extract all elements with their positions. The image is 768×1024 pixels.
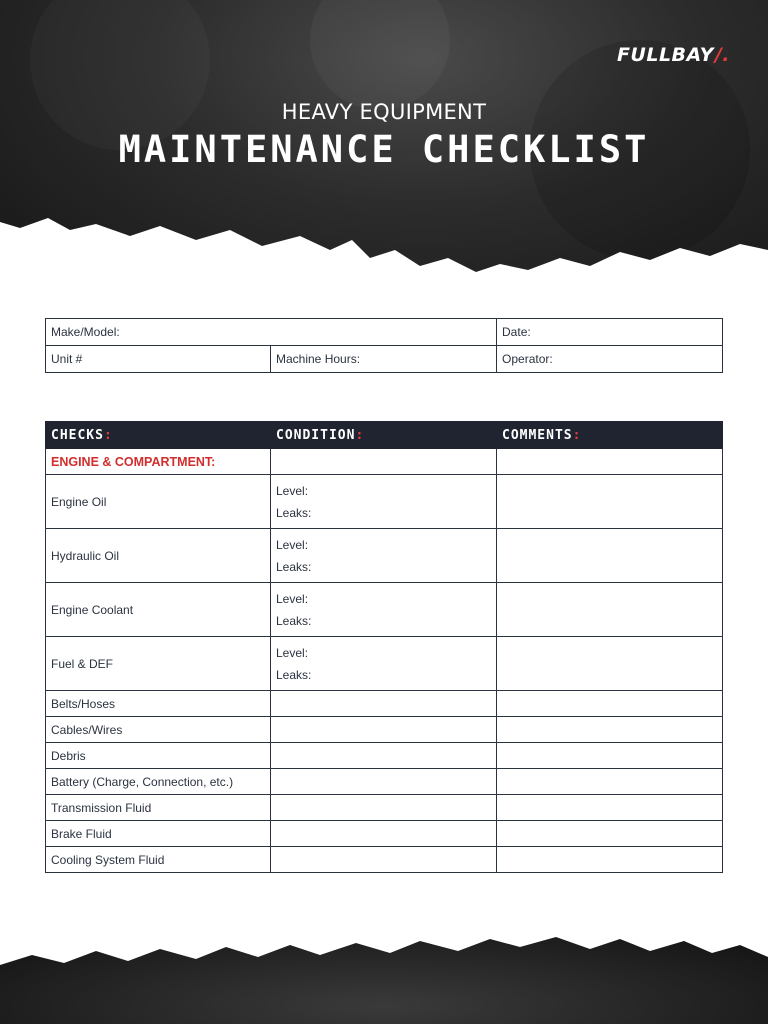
check-label: Cables/Wires <box>46 717 271 743</box>
condition-cell[interactable] <box>271 769 497 795</box>
condition-cell[interactable] <box>271 821 497 847</box>
leaks-label: Leaks: <box>276 667 312 682</box>
check-label: Battery (Charge, Connection, etc.) <box>46 769 271 795</box>
level-label: Level: <box>276 537 309 552</box>
comments-cell[interactable] <box>497 847 723 873</box>
comments-cell[interactable] <box>497 717 723 743</box>
table-row <box>46 795 723 821</box>
comments-cell[interactable] <box>497 691 723 717</box>
check-label: Brake Fluid <box>46 821 271 847</box>
check-label: Debris <box>46 743 271 769</box>
torn-edge <box>0 935 768 1024</box>
table-row <box>46 769 723 795</box>
page-subtitle: HEAVY EQUIPMENT <box>281 100 487 124</box>
check-label: Engine Oil <box>46 475 271 529</box>
logo-text: FULLBAY <box>616 44 714 66</box>
table-row <box>46 583 723 637</box>
check-label: Cooling System Fluid <box>46 847 271 873</box>
level-label: Level: <box>276 483 309 498</box>
condition-cell[interactable] <box>271 583 497 637</box>
footer-banner <box>0 935 768 1024</box>
comments-cell[interactable] <box>497 637 723 691</box>
section-label: ENGINE & COMPARTMENT: <box>46 449 271 475</box>
table-row <box>46 743 723 769</box>
check-label: Belts/Hoses <box>46 691 271 717</box>
condition-cell[interactable] <box>271 795 497 821</box>
operator-field[interactable]: Operator: <box>497 346 723 373</box>
make-model-field[interactable]: Make/Model: <box>46 319 497 346</box>
check-label: Transmission Fluid <box>46 795 271 821</box>
equipment-info-table <box>45 318 723 373</box>
condition-cell[interactable] <box>271 637 497 691</box>
unit-field[interactable]: Unit # <box>46 346 271 373</box>
condition-cell[interactable] <box>271 847 497 873</box>
table-row <box>46 691 723 717</box>
checks-header: CHECKS: <box>46 422 271 449</box>
leaks-label: Leaks: <box>276 559 312 574</box>
condition-cell[interactable] <box>271 449 497 475</box>
comments-cell[interactable] <box>497 769 723 795</box>
table-row <box>46 821 723 847</box>
check-label: Fuel & DEF <box>46 637 271 691</box>
comments-cell[interactable] <box>497 821 723 847</box>
level-label: Level: <box>276 591 309 606</box>
date-field[interactable]: Date: <box>497 319 723 346</box>
comments-cell[interactable] <box>497 475 723 529</box>
table-row <box>46 637 723 691</box>
condition-cell[interactable] <box>271 717 497 743</box>
condition-cell[interactable] <box>271 475 497 529</box>
comments-cell[interactable] <box>497 795 723 821</box>
check-label: Engine Coolant <box>46 583 271 637</box>
comments-cell[interactable] <box>497 583 723 637</box>
comments-cell[interactable] <box>497 529 723 583</box>
condition-cell[interactable] <box>271 743 497 769</box>
checks-table <box>45 421 723 873</box>
comments-cell[interactable] <box>497 743 723 769</box>
leaks-label: Leaks: <box>276 505 312 520</box>
leaks-label: Leaks: <box>276 613 312 628</box>
level-label: Level: <box>276 645 309 660</box>
check-label: Hydraulic Oil <box>46 529 271 583</box>
table-row <box>46 847 723 873</box>
condition-cell[interactable] <box>271 529 497 583</box>
condition-cell[interactable] <box>271 691 497 717</box>
machine-hours-field[interactable]: Machine Hours: <box>271 346 497 373</box>
table-row <box>46 717 723 743</box>
condition-header: CONDITION: <box>271 422 497 449</box>
page-title: MAINTENANCE CHECKLIST <box>118 128 650 171</box>
comments-cell[interactable] <box>497 449 723 475</box>
comments-header: COMMENTS: <box>497 422 723 449</box>
table-row <box>46 475 723 529</box>
table-row <box>46 529 723 583</box>
logo-slash: /. <box>714 44 730 66</box>
fullbay-logo <box>617 44 730 66</box>
